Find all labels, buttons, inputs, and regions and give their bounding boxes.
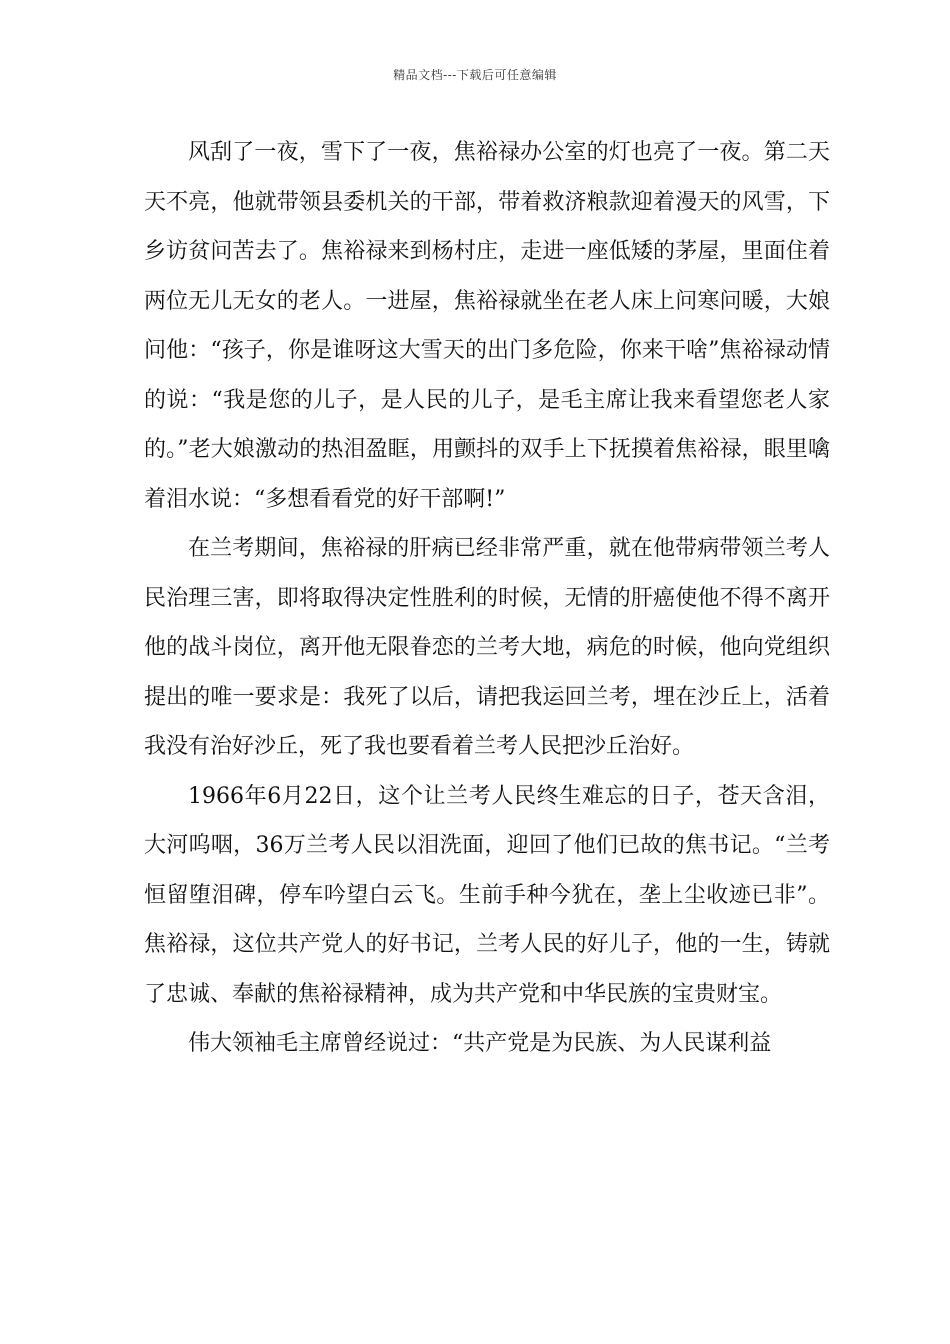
paragraph: 1966年6月22日，这个让兰考人民终生难忘的日子，苍天含泪，大河呜咽，36万兰考人民以泪洗面，迎回了他们已故的焦书记。“兰考恒留堕泪碑，停车吟望白云飞。生前手种今犹在，垄上尘收迹已非”。焦裕禄，这位共产党人的好书记，兰考人民的好儿子，他的一生，铸就了忠诚、奉献的焦裕禄精神，成为共产党和中华民族的宝贵财宝。	[144, 783, 830, 1007]
paragraph: 风刮了一夜，雪下了一夜，焦裕禄办公室的灯也亮了一夜。第二天天不亮，他就带领县委机关的干部，带着救济粮款迎着漫天的风雪，下乡访贫问苦去了。焦裕禄来到杨村庄，走进一座低矮的茅屋，里面住着两位无儿无女的老人。一进屋，焦裕禄就坐在老人床上问寒问暖，大娘问他：“孩子，你是谁呀这大雪天的出门多危险，你来干啥”焦裕禄动情的说：“我是您的儿子，是人民的儿子，是毛主席让我来看望您老人家的。”老大娘激动的热泪盈眶，用颤抖的双手上下抚摸着焦裕禄，眼里噙着泪水说：“多想看看党的好干部啊!”	[144, 140, 830, 512]
paragraph: 在兰考期间，焦裕禄的肝病已经非常严重，就在他带病带领兰考人民治理三害，即将取得决定性胜利的时候，无情的肝癌使他不得不离开他的战斗岗位，离开他无限眷恋的兰考大地，病危的时候，他向党组织提出的唯一要求是：我死了以后，请把我运回兰考，埋在沙丘上，活着我没有治好沙丘，死了我也要看着兰考人民把沙丘治好。	[144, 536, 830, 759]
page-header: 精品文档---下载后可任意编辑	[393, 68, 557, 82]
document-body	[144, 128, 830, 1069]
paragraph: 伟大领袖毛主席曾经说过：“共产党是为民族、为人民谋利益	[188, 1031, 772, 1056]
